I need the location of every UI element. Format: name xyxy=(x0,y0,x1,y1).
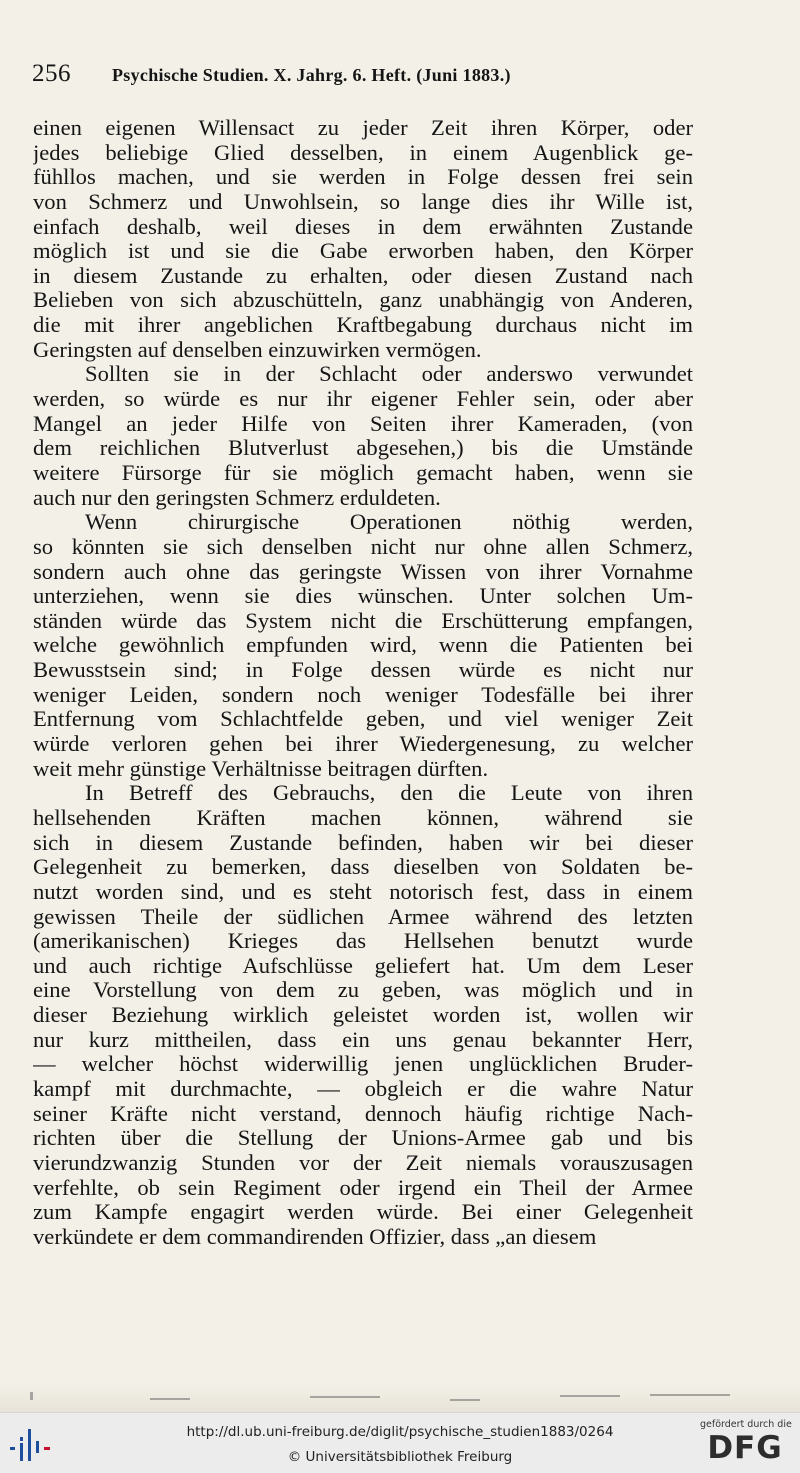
text-line: fühllos machen, und sie werden in Folge dessen frei sein xyxy=(33,165,693,190)
text-line: ständen würde das System nicht die Erschütterung empfangen, xyxy=(33,608,693,633)
text-line: jedes beliebige Glied desselben, in einem Augenblick ge- xyxy=(33,140,693,165)
text-line: dieser Beziehung wirklich geleistet worden ist, wollen wir xyxy=(33,1003,693,1028)
running-head: Psychische Studien. X. Jahrg. 6. Heft. (Juni 1883.) xyxy=(112,65,511,85)
page-header xyxy=(32,60,692,94)
text-line: eine Vorstellung von dem zu geben, was möglich und in xyxy=(33,978,693,1003)
text-line: Sollten sie in der Schlacht oder anderswo verwundet xyxy=(85,362,693,387)
text-line: werden, so würde es nur ihr eigener Fehler sein, oder aber xyxy=(33,387,693,412)
dfg-logo: DFG xyxy=(707,1430,783,1466)
text-line: würde verloren gehen bei ihrer Wiedergenesung, zu welcher xyxy=(33,732,693,757)
text-line: Gelegenheit zu bemerken, dass dieselben von Soldaten be- xyxy=(33,855,693,880)
text-line: von Schmerz und Unwohlsein, so lange dies ihr Wille ist, xyxy=(33,189,693,214)
text-line: in diesem Zustande zu erhalten, oder diesen Zustand nach xyxy=(33,263,693,288)
text-line: möglich ist und sie die Gabe erworben haben, den Körper xyxy=(33,239,693,264)
text-line: welche gewöhnlich empfunden wird, wenn die Patienten bei xyxy=(33,633,693,658)
text-line: seiner Kräfte nicht verstand, dennoch häufig richtige Nach- xyxy=(33,1101,693,1126)
text-line: Bewusstsein sind; in Folge dessen würde es nicht nur xyxy=(33,658,693,683)
text-line: richten über die Stellung der Unions-Armee gab und bis xyxy=(33,1126,693,1151)
text-line: hellsehenden Kräften machen können, während sie xyxy=(33,805,693,830)
text-line: weniger Leiden, sondern noch weniger Todesfälle bei ihrer xyxy=(33,682,693,707)
text-line: so könnten sie sich denselben nicht nur ohne allen Schmerz, xyxy=(33,534,693,559)
text-line: In Betreff des Gebrauchs, den die Leute von ihren xyxy=(85,781,693,806)
text-line: verfehlte, ob sein Regiment oder irgend ein Theil der Armee xyxy=(33,1175,693,1200)
text-line: nutzt worden sind, und es steht notorisch fest, dass in einem xyxy=(33,879,693,904)
text-line: Geringsten auf denselben einzuwirken vermögen. xyxy=(33,337,482,362)
text-line: nur kurz mittheilen, dass ein uns genau bekannter Herr, xyxy=(33,1027,693,1052)
text-line: und auch richtige Aufschlüsse geliefert hat. Um dem Leser xyxy=(33,953,693,978)
text-line: Mangel an jeder Hilfe von Seiten ihrer Kameraden, (von xyxy=(33,411,693,436)
body-text xyxy=(33,116,693,1249)
text-line: verkündete er dem commandirenden Offizier, dass „an diesem xyxy=(33,1224,597,1249)
text-line: (amerikanischen) Krieges das Hellsehen benutzt wurde xyxy=(33,929,693,954)
text-line: vierundzwanzig Stunden vor der Zeit niemals vorauszusagen xyxy=(33,1150,693,1175)
copyright-notice: © Universitätsbibliothek Freiburg xyxy=(287,1449,513,1465)
text-line: gewissen Theile der südlichen Armee während des letzten xyxy=(33,904,693,929)
text-line: — welcher höchst widerwillig jenen unglücklichen Bruder- xyxy=(33,1052,693,1077)
text-line: Belieben von sich abzuschütteln, ganz unabhängig von Anderen, xyxy=(33,288,693,313)
page-number: 256 xyxy=(32,60,71,87)
text-line: einfach deshalb, weil dieses in dem erwähnten Zustande xyxy=(33,214,693,239)
text-line: unterziehen, wenn sie dies wünschen. Unter solchen Um- xyxy=(33,584,693,609)
text-line: zum Kampfe engagirt werden würde. Bei einer Gelegenheit xyxy=(33,1200,693,1225)
text-line: sich in diesem Zustande befinden, haben wir bei dieser xyxy=(33,830,693,855)
text-line: die mit ihrer angeblichen Kraftbegabung durchaus nicht im xyxy=(33,313,693,338)
text-line: kampf mit durchmachte, — obgleich er die wahre Natur xyxy=(33,1076,693,1101)
text-line: Entfernung vom Schlachtfelde geben, und viel weniger Zeit xyxy=(33,707,693,732)
text-line: einen eigenen Willensact zu jeder Zeit ihren Körper, oder xyxy=(33,116,693,140)
funder-badge xyxy=(700,1419,790,1471)
text-line: sondern auch ohne das geringste Wissen von ihrer Vornahme xyxy=(33,559,693,584)
text-line: Wenn chirurgische Operationen nöthig werden, xyxy=(85,510,693,535)
scan-edge-noise xyxy=(0,1384,800,1412)
text-line: dem reichlichen Blutverlust abgesehen,) bis die Umstände xyxy=(33,436,693,461)
library-footer xyxy=(0,1412,800,1473)
funder-note: gefördert durch die xyxy=(700,1419,792,1430)
text-line: weit mehr günstige Verhältnisse beitragen dürften. xyxy=(33,756,489,781)
permalink-url[interactable]: http://dl.ub.uni-freiburg.de/diglit/psychische_studien1883/0264 xyxy=(186,1424,614,1440)
text-line: weitere Fürsorge für sie möglich gemacht haben, wenn sie xyxy=(33,460,693,485)
text-line: auch nur den geringsten Schmerz erduldeten. xyxy=(33,485,441,510)
